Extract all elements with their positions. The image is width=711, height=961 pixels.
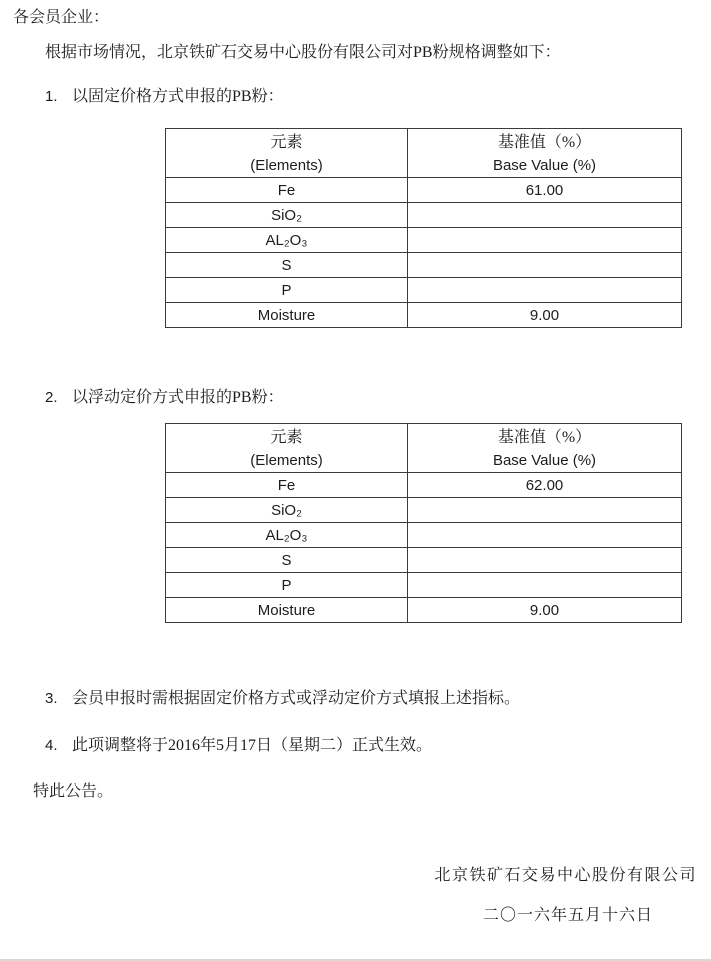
element-cell: Fe [166, 473, 408, 498]
elements-header-en: (Elements) [250, 157, 323, 174]
element-cell: Moisture [166, 598, 408, 623]
signature-block [434, 866, 697, 926]
elements-header-zh: 元素 [270, 429, 303, 446]
value-cell [408, 498, 682, 523]
list-item-3-text: 会员申报时需根据固定价格方式或浮动定价方式填报上述指标。 [72, 690, 521, 707]
table-row [166, 598, 682, 623]
table-row [166, 203, 682, 228]
table-row [166, 523, 682, 548]
list-item-4-number: 4. [45, 737, 58, 754]
value-cell [408, 573, 682, 598]
list-item-2-number: 2. [45, 389, 58, 406]
list-item-4 [45, 735, 432, 757]
list-item-3 [45, 688, 520, 710]
value-cell: 61.00 [408, 178, 682, 203]
list-item-1 [45, 86, 284, 108]
base-value-column-header [408, 424, 682, 473]
base-value-header-zh: 基准值（%） [497, 134, 592, 151]
table-row [166, 573, 682, 598]
list-item-4-text: 此项调整将于2016年5月17日（星期二）正式生效。 [72, 737, 433, 754]
element-cell: Fe [166, 178, 408, 203]
table-row [166, 178, 682, 203]
floating-price-spec-table [165, 423, 682, 623]
list-item-3-number: 3. [45, 690, 58, 707]
closing-statement: 特此公告。 [33, 783, 114, 800]
value-cell: 9.00 [408, 598, 682, 623]
base-value-header-en: Base Value (%) [492, 452, 597, 469]
element-cell: AL₂O₃ [166, 228, 408, 253]
base-value-column-header [408, 129, 682, 178]
table-row [166, 548, 682, 573]
value-cell [408, 203, 682, 228]
table-row [166, 253, 682, 278]
elements-column-header [166, 129, 408, 178]
table-header-row [166, 129, 682, 178]
list-item-1-number: 1. [45, 88, 58, 105]
elements-header-en: (Elements) [250, 452, 323, 469]
list-item-2 [45, 387, 284, 409]
list-item-2-text: 以浮动定价方式申报的PB粉： [72, 389, 284, 406]
value-cell [408, 548, 682, 573]
elements-column-header [166, 424, 408, 473]
value-cell: 9.00 [408, 303, 682, 328]
table-header-row [166, 424, 682, 473]
signature-company: 北京铁矿石交易中心股份有限公司 [434, 867, 697, 884]
element-cell: S [166, 548, 408, 573]
signature-date: 二〇一六年五月十六日 [482, 907, 653, 924]
intro-paragraph: 根据市场情况，北京铁矿石交易中心股份有限公司对PB粉规格调整如下： [45, 44, 561, 61]
value-cell [408, 278, 682, 303]
base-value-header-zh: 基准值（%） [497, 429, 592, 446]
value-cell [408, 523, 682, 548]
list-item-1-text: 以固定价格方式申报的PB粉： [72, 88, 284, 105]
element-cell: Moisture [166, 303, 408, 328]
table-row [166, 473, 682, 498]
element-cell: P [166, 573, 408, 598]
value-cell [408, 228, 682, 253]
element-cell: AL₂O₃ [166, 523, 408, 548]
value-cell [408, 253, 682, 278]
table-row [166, 228, 682, 253]
fixed-price-spec-table [165, 128, 682, 328]
elements-header-zh: 元素 [270, 134, 303, 151]
value-cell: 62.00 [408, 473, 682, 498]
element-cell: P [166, 278, 408, 303]
table-row [166, 303, 682, 328]
table-row [166, 278, 682, 303]
base-value-header-en: Base Value (%) [492, 157, 597, 174]
table-row [166, 498, 682, 523]
salutation: 各会员企业： [13, 9, 110, 26]
element-cell: SiO₂ [166, 203, 408, 228]
element-cell: S [166, 253, 408, 278]
element-cell: SiO₂ [166, 498, 408, 523]
